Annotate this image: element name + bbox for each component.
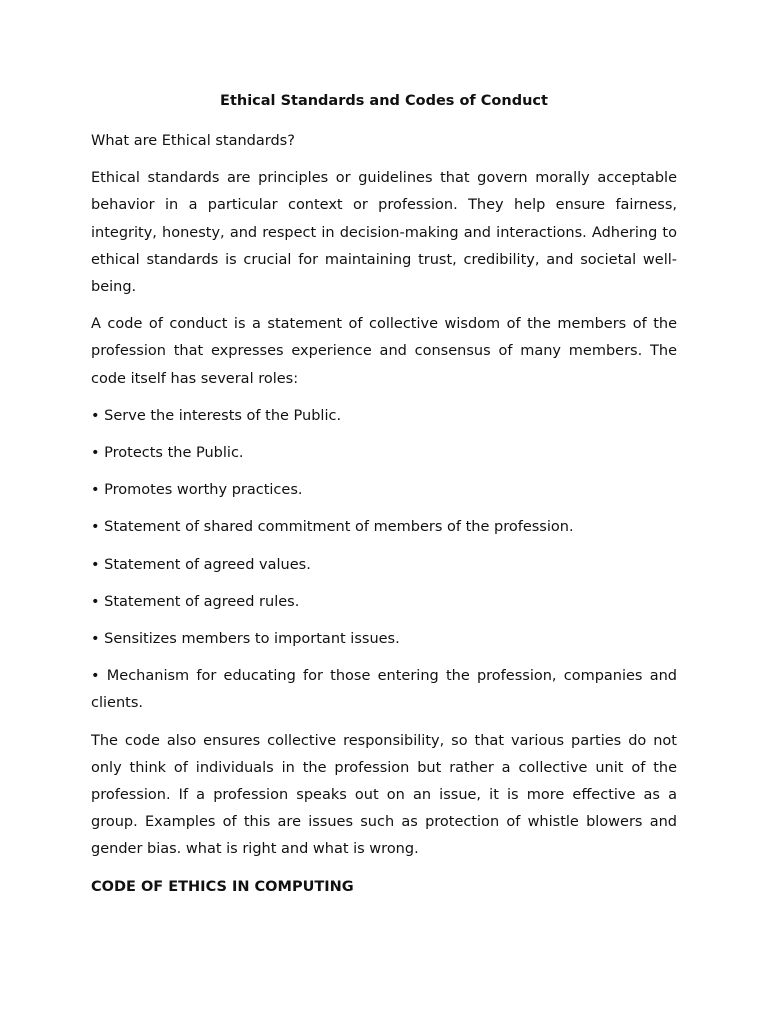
bullet-item-sensitizes-members: • Sensitizes members to important issues.: [91, 631, 400, 648]
question-text: What are Ethical standards?: [91, 133, 295, 149]
bullet-item-agreed-rules: • Statement of agreed rules.: [91, 593, 300, 610]
paragraph-code-of-conduct: A code of conduct is a statement of collective wisdom of the members of the profession that expresses experience and consensus of many members. The code itself has several roles:: [91, 316, 677, 387]
bullet-item-shared-commitment: • Statement of shared commitment of members of the profession.: [91, 519, 574, 536]
document-title: Ethical Standards and Codes of Conduct: [220, 93, 548, 109]
paragraph-ethical-standards: Ethical standards are principles or guidelines that govern morally acceptable behavior in a particular context or profession. They help ensure fairness, integrity, honesty, and respect in decision-making and interactions. Adhering to ethical standards is crucial for maintaining trust, credibility, and societal well-being.: [91, 170, 677, 296]
bullet-item-protects-public: • Protects the Public.: [91, 445, 244, 462]
bullet-item-worthy-practices: • Promotes worthy practices.: [91, 482, 303, 499]
paragraph-collective-responsibility: The code also ensures collective responsibility, so that various parties do not only think of individuals in the profession but rather a collective unit of the profession. If a profession speaks out on an issue, it is more effective as a group. Examples of this are issues such as protection of whistle blowers and gender bias. what is right and what is wrong.: [91, 732, 677, 858]
bullet-item-educating-mechanism: • Mechanism for educating for those entering the profession, companies and clients.: [91, 668, 677, 712]
bullet-item-serve-public: • Serve the interests of the Public.: [91, 407, 342, 424]
bullet-item-agreed-values: • Statement of agreed values.: [91, 556, 311, 573]
section-heading: CODE OF ETHICS IN COMPUTING: [91, 878, 354, 895]
